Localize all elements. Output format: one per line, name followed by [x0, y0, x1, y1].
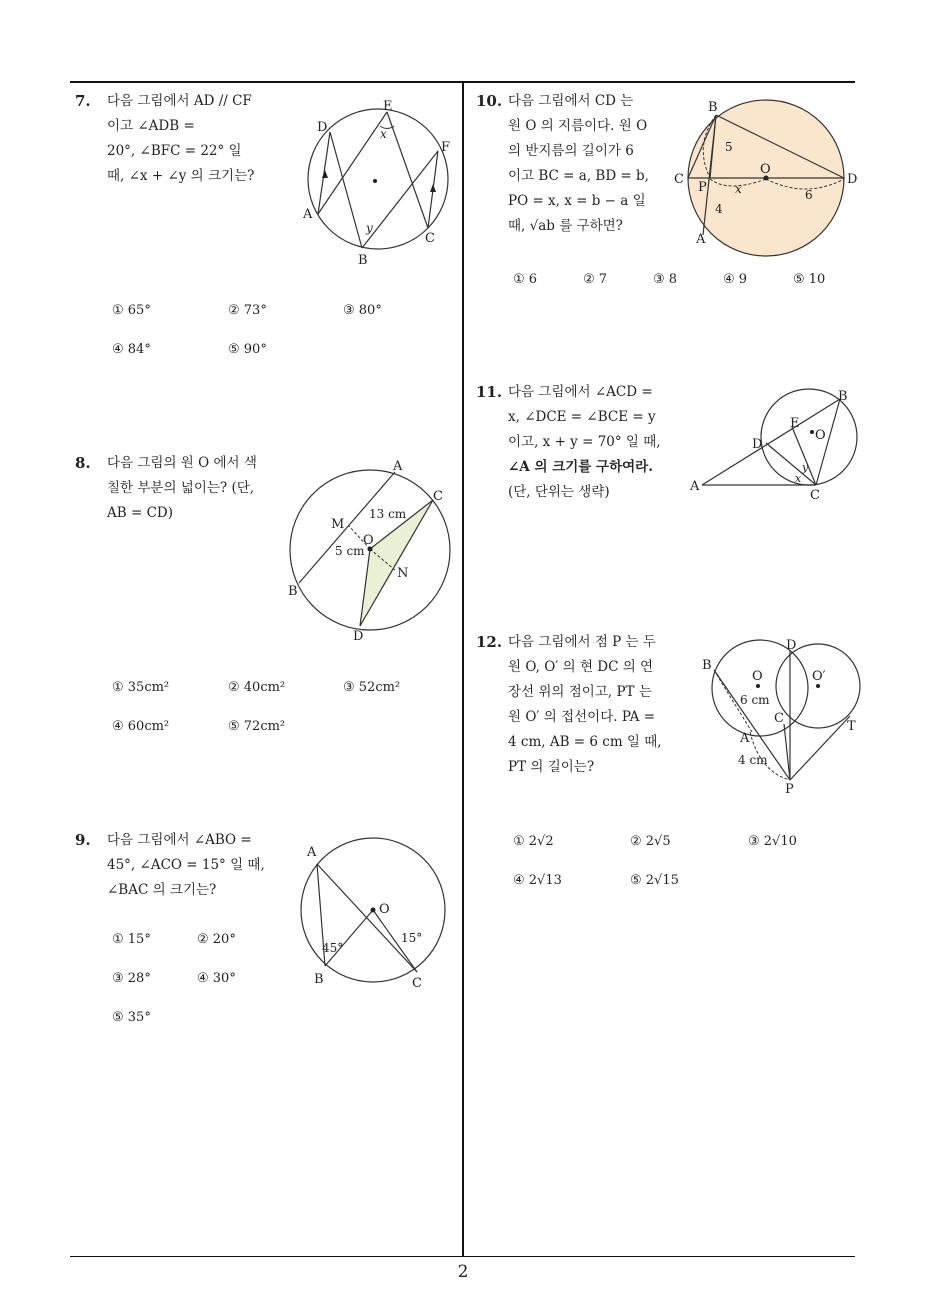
choice[interactable]: ② 20° [197, 932, 236, 947]
label-A: A [303, 207, 313, 222]
label-O: O [815, 428, 826, 443]
label-15: 15° [401, 931, 423, 945]
choice[interactable]: ① 35cm² [112, 680, 170, 695]
label-5: 5 [725, 140, 733, 154]
label-y: y [802, 461, 809, 474]
q11-figure [688, 387, 863, 507]
label-B: B [358, 253, 368, 268]
stem-line: 다음 그림에서 점 P 는 두 [508, 634, 656, 650]
stem-line: 다음 그림에서 ∠ACD = [508, 384, 653, 400]
stem-line: 때, ∠x + ∠y 의 크기는? [107, 168, 255, 184]
label-D: D [353, 629, 364, 644]
label-C: C [774, 711, 784, 726]
stem-line: 20°, ∠BFC = 22° 일 [107, 143, 242, 159]
choice[interactable]: ⑤ 72cm² [228, 719, 286, 734]
q10-figure [673, 95, 858, 255]
label-O: O [752, 669, 763, 684]
choice[interactable]: ④ 9 [723, 272, 748, 287]
label-6: 6 [805, 188, 813, 202]
choice[interactable]: ③ 52cm² [343, 680, 401, 695]
stem-line: 45°, ∠ACO = 15° 일 때, [107, 857, 265, 873]
question-stem [107, 451, 257, 526]
choice[interactable]: ③ 8 [653, 272, 678, 287]
question-stem [508, 380, 661, 505]
choice[interactable]: ② 2√5 [630, 834, 671, 849]
label-C: C [810, 488, 820, 503]
label-6cm: 6 cm [740, 693, 770, 707]
question-stem [508, 89, 649, 239]
label-T: T [847, 719, 856, 734]
choice[interactable]: ① 2√2 [513, 834, 554, 849]
stem-line: 다음 그림에서 ∠ABO = [107, 832, 252, 848]
label-F: F [441, 140, 451, 155]
label-D: D [752, 437, 763, 452]
label-x: x [795, 472, 802, 485]
stem-line: 의 반지름의 길이가 6 [508, 143, 634, 159]
stem-line: 때, √ab 를 구하면? [508, 218, 623, 234]
label-x: x [380, 127, 387, 141]
choice[interactable]: ⑤ 35° [112, 1010, 151, 1025]
question-number: 7. [75, 92, 91, 110]
choice[interactable]: ④ 84° [112, 342, 151, 357]
column-divider [462, 81, 464, 1257]
label-Oprime: O′ [812, 669, 826, 684]
stem-line: 이고, x + y = 70° 일 때, [508, 434, 661, 450]
choice[interactable]: ④ 60cm² [112, 719, 170, 734]
q8-figure [285, 458, 455, 643]
choice[interactable]: ① 65° [112, 303, 151, 318]
label-E: E [790, 416, 800, 431]
label-5cm: 5 cm [335, 544, 365, 558]
stem-line: PT 의 길이는? [508, 759, 595, 775]
choice[interactable]: ④ 2√13 [513, 873, 562, 888]
label-C: C [425, 231, 435, 246]
label-C: C [412, 976, 422, 991]
label-A: A [690, 479, 700, 494]
question-number: 10. [476, 92, 503, 110]
question-stem [107, 89, 254, 189]
label-x: x [735, 182, 742, 196]
choice[interactable]: ② 7 [583, 272, 608, 287]
label-C: C [433, 489, 443, 504]
question-number: 9. [75, 831, 91, 849]
stem-line: 원 O, O′ 의 현 DC 의 연 [508, 659, 654, 675]
label-A: A [393, 459, 403, 474]
label-A: A [307, 845, 317, 860]
choice[interactable]: ② 40cm² [228, 680, 286, 695]
label-O: O [760, 162, 771, 177]
label-D: D [317, 120, 328, 135]
choice[interactable]: ② 73° [228, 303, 267, 318]
choice[interactable]: ③ 80° [343, 303, 382, 318]
label-y: y [366, 221, 373, 235]
choice[interactable]: ③ 2√10 [748, 834, 797, 849]
stem-line: 다음 그림에서 CD 는 [508, 93, 634, 109]
stem-line: 이고 ∠ADB = [107, 118, 195, 134]
label-O: O [363, 533, 374, 548]
stem-line: AB = CD) [107, 505, 173, 521]
stem-line: 4 cm, AB = 6 cm 일 때, [508, 734, 662, 750]
label-A: A [740, 731, 750, 746]
label-B: B [702, 658, 712, 673]
label-O: O [379, 902, 390, 917]
stem-line: 다음 그림에서 AD // CF [107, 93, 252, 109]
q9-figure [297, 834, 457, 994]
label-P: P [698, 180, 707, 195]
question-number: 11. [476, 383, 503, 401]
label-13cm: 13 cm [369, 507, 407, 521]
q12-figure [700, 636, 865, 796]
stem-line: 원 O′ 의 접선이다. PA = [508, 709, 656, 725]
label-N: N [397, 566, 409, 581]
label-P: P [785, 782, 794, 797]
stem-line: 다음 그림의 원 O 에서 색 [107, 455, 257, 471]
stem-line: ∠A 의 크기를 구하여라. [508, 459, 653, 475]
page-number: 2 [457, 1262, 469, 1282]
label-45: 45° [322, 941, 344, 955]
choice[interactable]: ⑤ 2√15 [630, 873, 679, 888]
choice[interactable]: ⑤ 10 [793, 272, 826, 287]
stem-line: (단, 단위는 생략) [508, 484, 610, 500]
question-stem [508, 630, 662, 780]
stem-line: 원 O 의 지름이다. 원 O [508, 118, 648, 134]
q7-figure [300, 96, 450, 266]
question-number: 12. [476, 633, 503, 651]
choice[interactable]: ① 15° [112, 932, 151, 947]
label-M: M [331, 517, 345, 532]
choice[interactable]: ⑤ 90° [228, 342, 267, 357]
stem-line: 이고 BC = a, BD = b, [508, 168, 649, 184]
stem-line: x, ∠DCE = ∠BCE = y [508, 409, 656, 425]
label-D: D [847, 172, 858, 187]
label-B: B [314, 972, 324, 987]
choice[interactable]: ③ 28° [112, 971, 151, 986]
choice[interactable]: ① 6 [513, 272, 538, 287]
label-4cm: 4 cm [738, 753, 768, 767]
label-A: A [696, 232, 706, 247]
stem-line: ∠BAC 의 크기는? [107, 882, 217, 898]
question-stem [107, 828, 265, 903]
question-number: 8. [75, 454, 91, 472]
label-B: B [708, 100, 718, 115]
label-B: B [838, 389, 848, 404]
label-D: D [786, 638, 797, 653]
stem-line: PO = x, x = b − a 일 [508, 193, 646, 209]
stem-line: 칠한 부분의 넓이는? (단, [107, 480, 255, 496]
stem-line: 장선 위의 점이고, PT 는 [508, 684, 652, 700]
label-C: C [674, 172, 684, 187]
bottom-rule [70, 1256, 855, 1257]
label-4: 4 [715, 202, 723, 216]
choice[interactable]: ④ 30° [197, 971, 236, 986]
label-E: E [383, 99, 393, 114]
label-B: B [288, 584, 298, 599]
